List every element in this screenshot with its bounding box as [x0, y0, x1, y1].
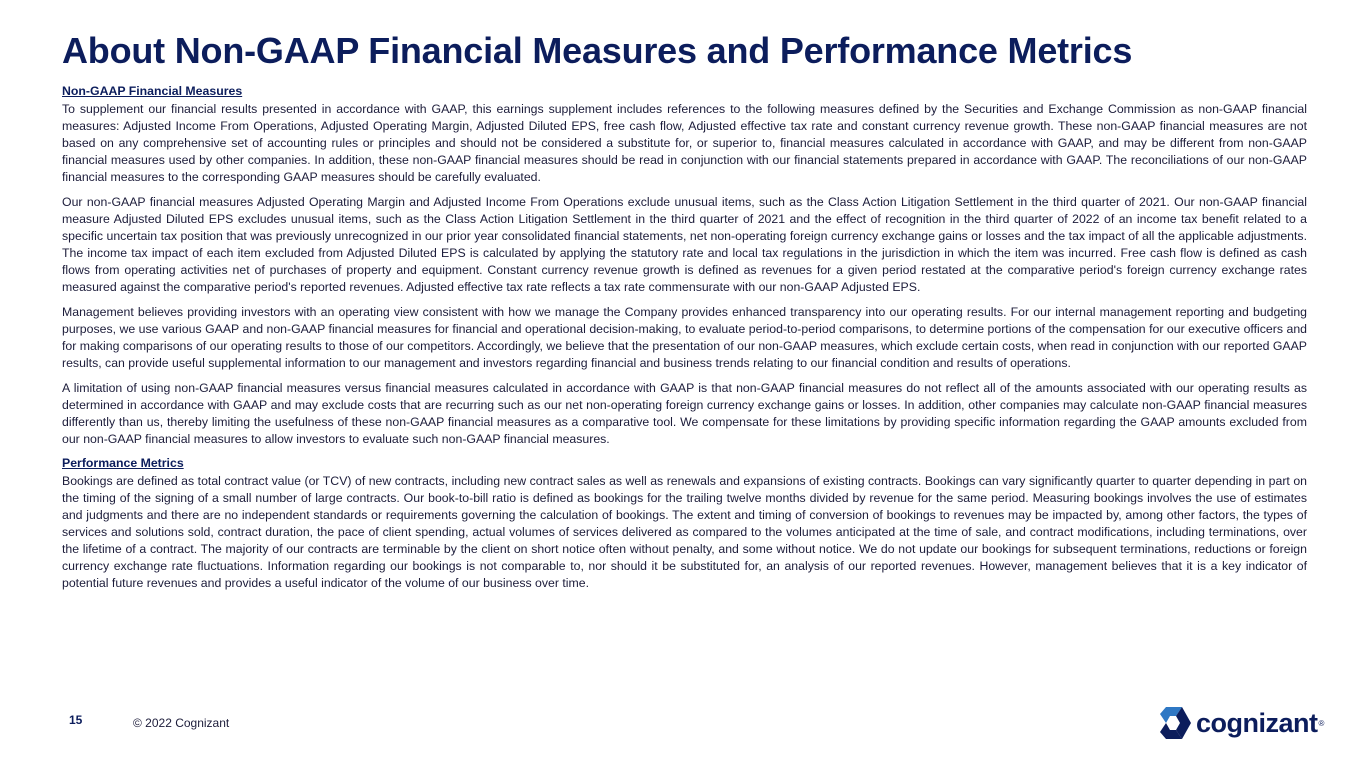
page-title: About Non-GAAP Financial Measures and Performance Metrics — [62, 30, 1133, 71]
content-body — [62, 84, 1307, 600]
cognizant-logo — [1156, 706, 1324, 740]
cognizant-mark-icon — [1156, 706, 1192, 740]
section-heading-performance: Performance Metrics — [62, 456, 184, 470]
nongaap-paragraph-2: Our non-GAAP financial measures Adjusted Operating Margin and Adjusted Income From Operations exclude unusual items, such as the Class Action Litigation Settlement in the third quarter of 2021. Our non-GAAP financial measure Adjusted Diluted EPS excludes unusual items, such as the Class Action Litigation Settlement in the third quarter of 2021 and the effect of recognition in the third quarter of 2022 of an income tax benefit related to a specific uncertain tax position that was previously unrecognized in our prior year consolidated financial statements, net non-operating foreign currency exchange gains or losses and the tax impact of all the applicable adjustments. The income tax impact of each item excluded from Adjusted Diluted EPS is calculated by applying the statutory rate and local tax regulations in the jurisdiction in which the item was incurred. Free cash flow is defined as cash flows from operating activities net of purchases of property and equipment. Constant currency revenue growth is defined as revenues for a given period restated at the comparative period's foreign currency exchange rates measured against the comparative period's reported revenues. Adjusted effective tax rate reflects a tax rate commensurate with our non-GAAP Adjusted EPS. — [62, 195, 1307, 294]
nongaap-paragraph-3: Management believes providing investors with an operating view consistent with how we manage the Company provides enhanced transparency into our operating results. For our internal management reporting and budgeting purposes, we use various GAAP and non-GAAP financial measures for financial and operational decision-making, to evaluate period-to-period comparisons, to determine portions of the compensation for our executive officers and for making comparisons of our operating results to those of our competitors. Accordingly, we believe that the presentation of our non-GAAP measures, which exclude certain costs, when read in conjunction with our reported GAAP results, can provide useful supplemental information to our management and investors regarding financial and business trends relating to our financial condition and results of operations. — [62, 305, 1307, 370]
page-number: 15 — [69, 713, 83, 727]
copyright-text: © 2022 Cognizant — [133, 716, 230, 730]
nongaap-paragraph-1: To supplement our financial results presented in accordance with GAAP, this earnings supplement includes references to the following measures defined by the Securities and Exchange Commission as non-GAAP financial measures: Adjusted Income From Operations, Adjusted Operating Margin, Adjusted Diluted EPS, free cash flow, Adjusted effective tax rate and constant currency revenue growth. These non-GAAP financial measures are not based on any comprehensive set of accounting rules or principles and should not be considered a substitute for, or superior to, financial measures calculated in accordance with GAAP, and may be different from non-GAAP financial measures used by other companies. In addition, these non-GAAP financial measures should be read in conjunction with our financial statements prepared in accordance with GAAP. The reconciliations of our non-GAAP financial measures to the corresponding GAAP measures should be carefully evaluated. — [62, 102, 1307, 184]
logo-registered-mark: ® — [1318, 718, 1325, 728]
logo-wordmark: cognizant — [1196, 707, 1318, 738]
performance-paragraph-1: Bookings are defined as total contract value (or TCV) of new contracts, including new contract sales as well as renewals and expansions of existing contracts. Bookings can vary significantly quarter to quarter depending in part on the timing of the signing of a small number of large contracts. Our book-to-bill ratio is defined as bookings for the trailing twelve months divided by revenue for the same period. Measuring bookings involves the use of estimates and judgments and there are no independent standards or requirements governing the calculation of bookings. The extent and timing of conversion of bookings to revenues may be impacted by, among other factors, the types of services and solutions sold, contract duration, the pace of client spending, actual volumes of services delivered as compared to the volumes anticipated at the time of sale, and contract modifications, including terminations, over the lifetime of a contract. The majority of our contracts are terminable by the client on short notice often without penalty, and some without notice. We do not update our bookings for subsequent terminations, reductions or foreign currency exchange rate fluctuations. Information regarding our bookings is not comparable to, nor should it be substituted for, an analysis of our reported revenues. However, management believes that it is a key indicator of potential future revenues and provides a useful indicator of the volume of our business over time. — [62, 474, 1307, 590]
nongaap-paragraph-4: A limitation of using non-GAAP financial measures versus financial measures calculated in accordance with GAAP is that non-GAAP financial measures do not reflect all of the amounts associated with our operating results as determined in accordance with GAAP and may exclude costs that are recurring such as our net non-operating foreign currency exchange gains or losses. In addition, other companies may calculate non-GAAP financial measures differently than us, thereby limiting the usefulness of these non-GAAP financial measures as a comparative tool. We compensate for these limitations by providing specific information regarding the GAAP amounts excluded from our non-GAAP financial measures to allow investors to evaluate such non-GAAP financial measures. — [62, 381, 1307, 446]
section-heading-nongaap: Non-GAAP Financial Measures — [62, 84, 243, 98]
